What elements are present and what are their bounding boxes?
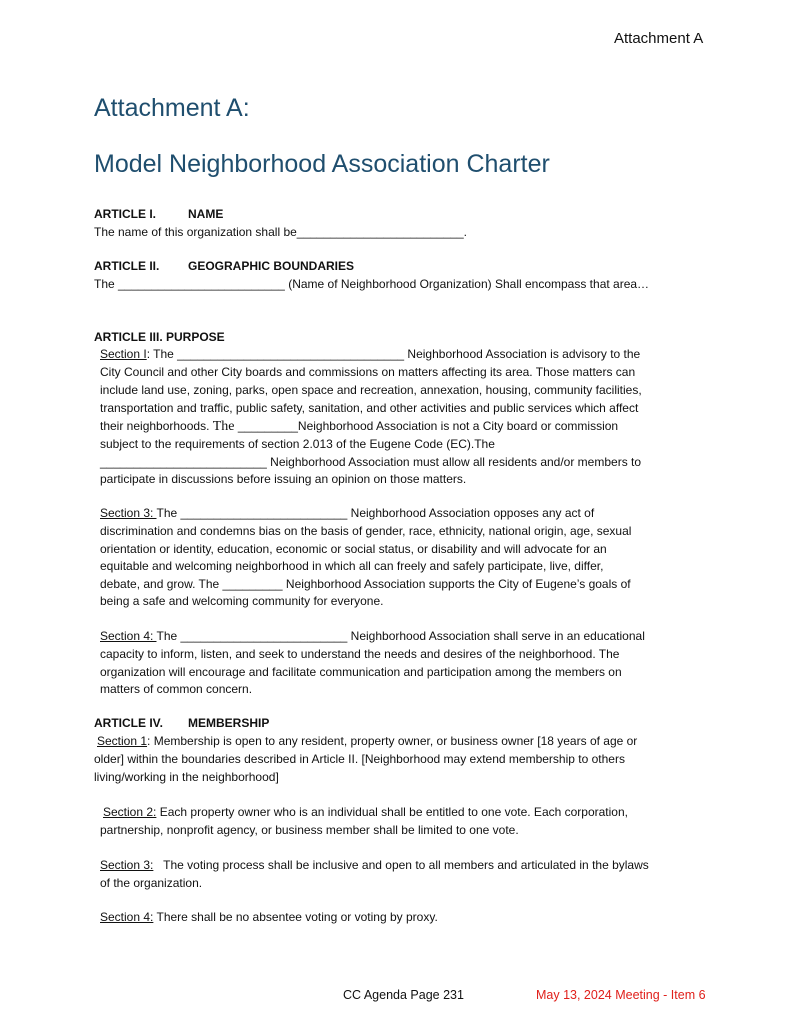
article-3-section-1-line xyxy=(100,418,618,435)
article-2-text: The _________________________ (Name of Neighborhood Organization) Shall encompass that area… xyxy=(94,277,650,291)
article-4-heading xyxy=(94,715,269,731)
article-3-section-3-line xyxy=(100,505,594,521)
article-3-section-1-line: _________________________ Neighborhood Association must allow all residents and/or members to xyxy=(100,455,642,469)
attachment-header: Attachment A xyxy=(614,30,704,47)
article-3-section-3-line: equitable and welcoming neighborhood in which all can freely and safely participate, live, differ, xyxy=(100,559,604,573)
text: The _________________________ Neighborhood Association shall serve in an educational xyxy=(156,629,645,643)
section-label: Section 2: xyxy=(103,805,157,819)
article-4-section-3-line: of the organization. xyxy=(100,876,203,890)
section-label: Section 1 xyxy=(97,734,148,748)
article-1-heading xyxy=(94,206,223,222)
article-3-section-1-line: subject to the requirements of section 2.013 of the Eugene Code (EC).The xyxy=(100,437,495,451)
text: : The __________________________________ Neighborhood Association is advisory to the xyxy=(146,347,641,361)
article-3-section-4-line: organization will encourage and facilitate communication and participation among the members on xyxy=(100,665,622,679)
article-3-section-1-line xyxy=(100,346,640,362)
text: _________Neighborhood Association is not a City board or commission xyxy=(234,419,619,433)
article-4-section-2-line: partnership, nonprofit agency, or business member shall be limited to one vote. xyxy=(100,823,519,837)
article-3-section-1-line: transportation and traffic, public safety, sanitation, and other activities and public services which affect xyxy=(100,401,639,415)
article-3-section-3-line: debate, and grow. The _________ Neighborhood Association supports the City of Eugene’s goals of xyxy=(100,577,631,591)
page-title: Attachment A: xyxy=(94,94,250,122)
article-4-section-4-line xyxy=(100,909,438,925)
footer-page-number: CC Agenda Page 231 xyxy=(343,988,464,1002)
section-label: Section 4: xyxy=(100,910,154,924)
article-3-section-3-line: discrimination and condemns bias on the basis of gender, race, ethnicity, national origin, age, sexual xyxy=(100,524,632,538)
article-title: MEMBERSHIP xyxy=(188,716,270,730)
article-4-section-1-line xyxy=(97,733,637,749)
article-4-section-2-line xyxy=(103,804,628,820)
footer-meeting-item: May 13, 2024 Meeting - Item 6 xyxy=(536,988,706,1002)
article-3-section-3-line: orientation or identity, education, economic or social status, or disability and will advocate for an xyxy=(100,542,607,556)
text: Each property owner who is an individual shall be entitled to one vote. Each corporation, xyxy=(156,805,628,819)
section-label: Section I xyxy=(100,347,147,361)
article-1-text: The name of this organization shall be_________________________. xyxy=(94,225,467,239)
article-title: NAME xyxy=(188,207,224,221)
article-3-section-1-line: participate in discussions before issuing an opinion on those matters. xyxy=(100,472,467,486)
article-3-section-3-line: being a safe and welcoming community for everyone. xyxy=(100,594,384,608)
section-label: Section 4: xyxy=(100,629,157,643)
article-3-section-4-line xyxy=(100,628,645,644)
article-title: GEOGRAPHIC BOUNDARIES xyxy=(188,259,355,273)
article-number: ARTICLE I. xyxy=(94,207,156,221)
text: The _________________________ Neighborhood Association opposes any act of xyxy=(156,506,595,520)
article-number: ARTICLE II. xyxy=(94,259,160,273)
section-label: Section 3: xyxy=(100,506,157,520)
text: The xyxy=(212,419,235,434)
text: There shall be no absentee voting or voting by proxy. xyxy=(153,910,438,924)
article-2-heading xyxy=(94,258,354,274)
article-number: ARTICLE IV. xyxy=(94,716,163,730)
article-4-section-1-line: living/working in the neighborhood] xyxy=(94,770,279,784)
article-3-section-4-line: capacity to inform, listen, and seek to understand the needs and desires of the neighborhood. The xyxy=(100,647,620,661)
text: The voting process shall be inclusive and open to all members and articulated in the bylaws xyxy=(153,858,649,872)
article-3-heading: ARTICLE III. PURPOSE xyxy=(94,330,225,344)
page-subtitle: Model Neighborhood Association Charter xyxy=(94,150,550,178)
article-3-section-1-line: include land use, zoning, parks, open space and recreation, annexation, housing, community facilities, xyxy=(100,383,642,397)
text: their neighborhoods. xyxy=(100,419,213,433)
article-3-section-1-line: City Council and other City boards and commissions on matters affecting its area. Those matters can xyxy=(100,365,636,379)
section-label: Section 3: xyxy=(100,858,154,872)
article-3-section-4-line: matters of common concern. xyxy=(100,682,253,696)
article-4-section-1-line: older] within the boundaries described in Article II. [Neighborhood may extend membership to others xyxy=(94,752,625,766)
text: : Membership is open to any resident, property owner, or business owner [18 years of age or xyxy=(147,734,638,748)
article-4-section-3-line xyxy=(100,857,649,873)
